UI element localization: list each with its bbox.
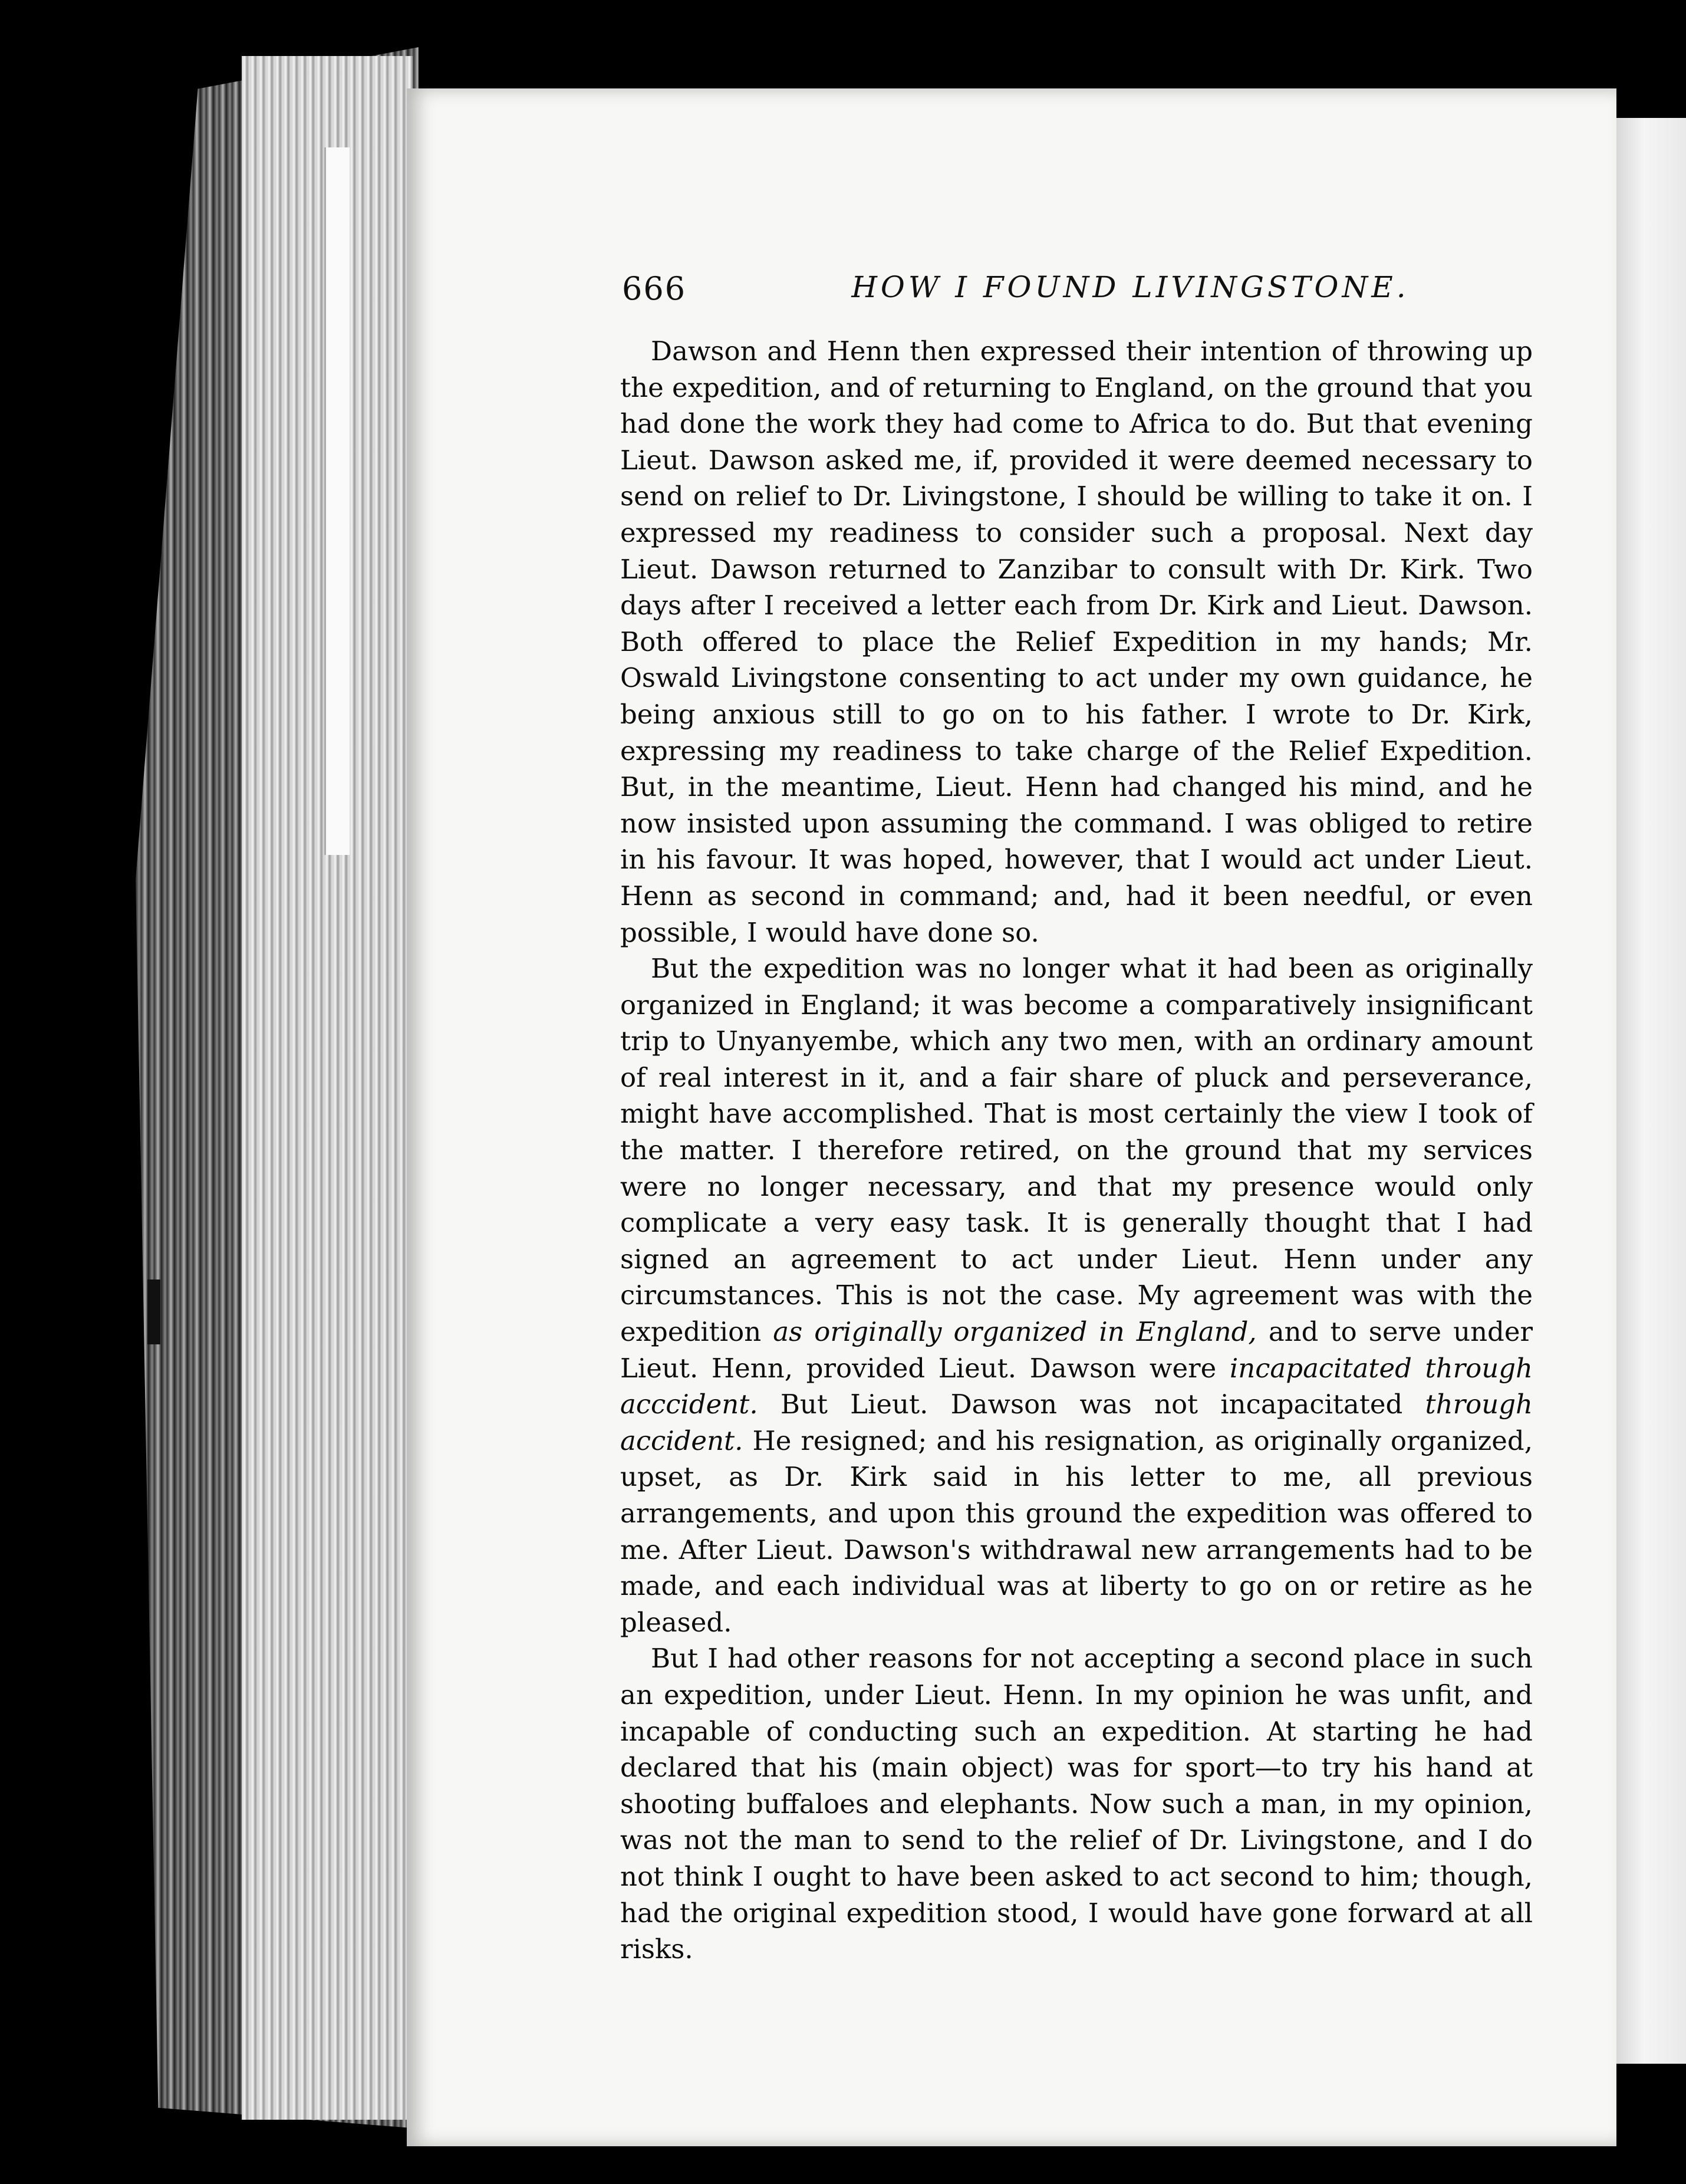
text-run: But the expedition was no longer what it had been as originally organized in England; it was become a comparatively insignificant trip to Unyanyembe, which any two men, with an ordinary amount of real interest in it, and a fair share of pluck and perseverance, might have accomplished. That is most certainly the view I took of the matter. I therefore retired, on the ground that my services were no longer necessary, and that my presence would only complicate a very easy task. It is generally thought that I had signed an agreement to act under Lieut. Henn under any circumstances. This is not the case. My agreement was with the expedition (620, 953, 1533, 1348)
text-run: But Lieut. Dawson was not incapacitated (758, 1389, 1425, 1420)
body-text (620, 333, 1533, 1968)
paragraph-2 (620, 950, 1533, 1640)
italic-run: incapacitated through acccident. (620, 1352, 1533, 1420)
bookmark-slip (324, 147, 350, 855)
paragraph-1 (620, 333, 1533, 950)
italic-run: through accident. (620, 1389, 1533, 1456)
running-title: HOW I FOUND LIVINGSTONE. (851, 270, 1410, 304)
italic-run: as originally organized in England, (773, 1316, 1257, 1348)
text-run: and to serve under Lieut. Henn, provided Lieut. Dawson were (620, 1316, 1533, 1384)
facing-page-edge (1616, 118, 1686, 2064)
paragraph-3 (620, 1640, 1533, 1967)
text-run: He resigned; and his resignation, as originally organized, upset, as Dr. Kirk said in his letter to me, all previous arrangements, and upon this ground the expedition was offered to me. After Lieut. Dawson's withdrawal new arrangements had to be made, and each individual was at liberty to go on or retire as he pleased. (620, 1425, 1533, 1638)
running-head (622, 270, 1533, 311)
text-run: Dawson and Henn then expressed their intention of throwing up the expedition, and of returning to England, on the ground that you had done the work they had come to Africa to do. But that evening Lieut. Dawson asked me, if, provided it were deemed necessary to send on relief to Dr. Livingstone, I should be willing to take it on. I expressed my readiness to consider such a proposal. Next day Lieut. Dawson returned to Zanzibar to consult with Dr. Kirk. Two days after I received a letter each from Dr. Kirk and Lieut. Dawson. Both offered to place the Relief Expedition in my hands; Mr. Oswald Livingstone consenting to act under my own guidance, he being anxious still to go on to his father. I wrote to Dr. Kirk, expressing my readiness to take charge of the Relief Expedition. But, in the meantime, Lieut. Henn had changed his mind, and he now insisted upon assuming the command. I was obliged to retire in his favour. It was hoped, however, that I would act under Lieut. Henn as second in command; and, had it been needful, or even possible, I would have done so. (620, 336, 1533, 948)
text-run: But I had other reasons for not accepting a second place in such an expedition, under Lieut. Henn. In my opinion he was unfit, and incapable of conducting such an expedition. At starting he had declared that his (main object) was for sport—to try his hand at shooting buffaloes and elephants. Now such a man, in my opinion, was not the man to send to the relief of Dr. Livingstone, and I do not think I ought to have been asked to act second to him; though, had the original expedition stood, I would have gone forward at all risks. (620, 1643, 1533, 1965)
page-number: 666 (622, 270, 687, 307)
page-edge-tab (147, 1280, 160, 1344)
